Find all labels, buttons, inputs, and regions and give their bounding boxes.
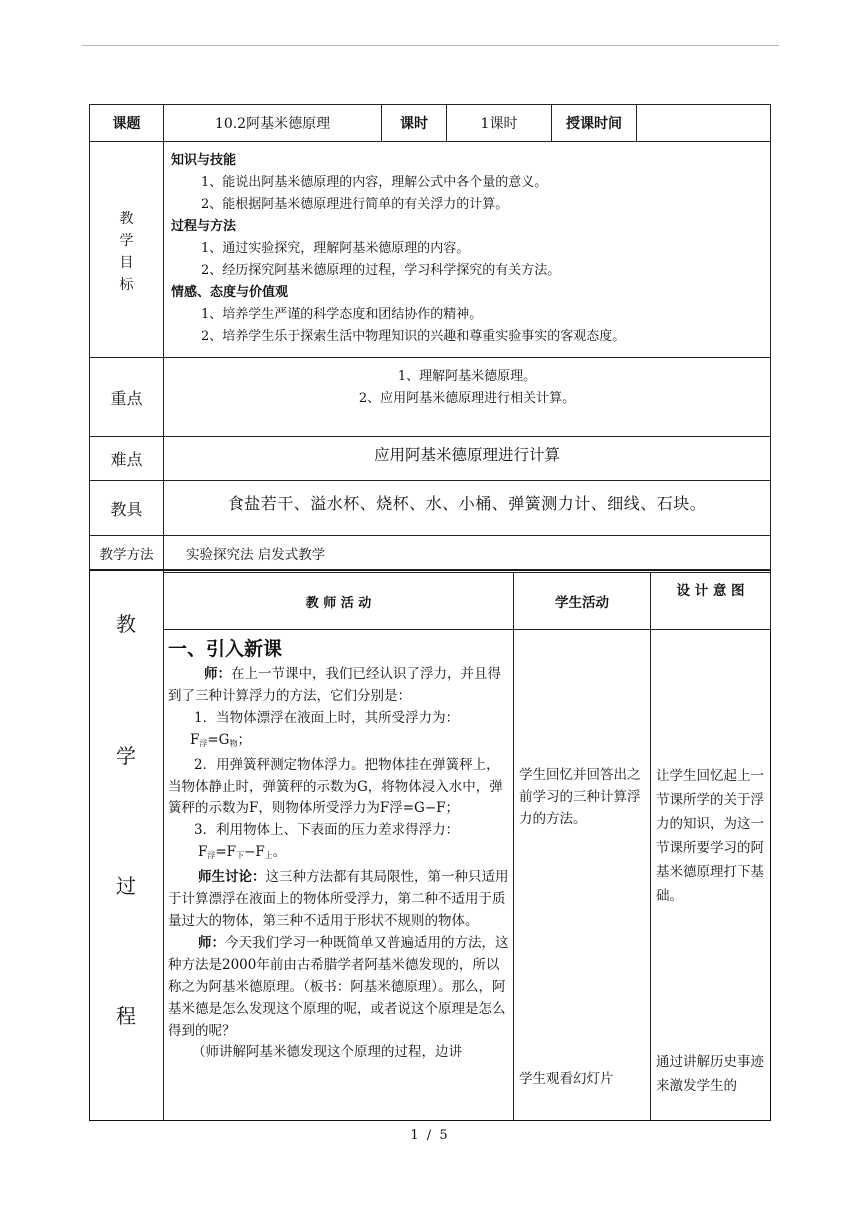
objective-item: 2、培养学生乐于探索生活中物理知识的兴趣和尊重实验事实的客观态度。 bbox=[201, 329, 626, 344]
teacher-paragraph: （师讲解阿基米德发现这个原理的过程，边讲 bbox=[192, 1044, 462, 1061]
method-label: 教学方法 bbox=[89, 535, 164, 570]
topic-label: 课题 bbox=[89, 104, 164, 142]
teacher-paragraph: 师：在上一节课中，我们已经认识了浮力，并且得到了三种计算浮力的方法，它们分别是： bbox=[168, 666, 501, 704]
time-value bbox=[636, 104, 771, 142]
objective-item: 2、经历探究阿基米德原理的过程，学习科学探究的有关方法。 bbox=[201, 263, 561, 278]
key-point-item: 1、理解阿基米德原理。 bbox=[397, 369, 537, 384]
teacher-paragraph: 1．当物体漂浮在液面上时，其所受浮力为： bbox=[194, 709, 460, 726]
teacher-activity-header: 教 师 活 动 bbox=[163, 572, 514, 630]
process-side-char: 程 bbox=[116, 1004, 136, 1028]
teacher-activity-content bbox=[168, 634, 510, 1064]
section-title: 一、引入新课 bbox=[168, 638, 283, 660]
student-note: 学生观看幻灯片 bbox=[519, 1071, 614, 1087]
column-divider bbox=[650, 629, 651, 1121]
teacher-paragraph: 师：今天我们学习一种既简单又普遍适用的方法，这种方法是2000年前由古希腊学者阿基米德发现的，所以称之为阿基米德原理。（板书：阿基米德原理）。那么，阿基米德是怎么发现这个原理的呢，或者说这个原理是怎么得到的呢？ bbox=[168, 934, 509, 1039]
teacher-paragraph: 3．利用物体上、下表面的压力差求得浮力： bbox=[194, 822, 460, 839]
time-label: 授课时间 bbox=[551, 104, 637, 142]
objective-item: 1、通过实验探究，理解阿基米德原理的内容。 bbox=[201, 241, 470, 256]
process-side-char: 过 bbox=[116, 874, 136, 898]
teacher-paragraph: 师生讨论：这三种方法都有其局限性，第一种只适用于计算漂浮在液面上的物体所受浮力，第二种不适用于质量过大的物体，第三种不适用于形状不规则的物体。 bbox=[168, 869, 509, 929]
objective-heading: 情感、态度与价值观 bbox=[171, 285, 289, 300]
key-points-content bbox=[163, 357, 771, 437]
design-note: 让学生回忆起上一节课所学的关于浮力的知识，为这一节课所要学习的阿基米德原理打下基础。 bbox=[656, 768, 764, 904]
header-rule bbox=[82, 45, 779, 46]
objective-item: 1、能说出阿基米德原理的内容，理解公式中各个量的意义。 bbox=[201, 175, 548, 190]
column-divider bbox=[513, 629, 514, 1121]
difficulty-label: 难点 bbox=[89, 436, 164, 481]
difficulty-value: 应用阿基米德原理进行计算 bbox=[163, 436, 771, 481]
objective-heading: 过程与方法 bbox=[171, 219, 237, 234]
design-note: 通过讲解历史事迹来激发学生的 bbox=[656, 1054, 764, 1094]
student-activity-header: 学生活动 bbox=[513, 572, 651, 630]
process-side-char: 学 bbox=[116, 744, 136, 768]
period-value: 1课时 bbox=[446, 104, 552, 142]
process-side-char: 教 bbox=[116, 612, 136, 636]
key-point-item: 2、应用阿基米德原理进行相关计算。 bbox=[358, 391, 576, 406]
period-label: 课时 bbox=[381, 104, 447, 142]
objective-item: 1、培养学生严谨的科学态度和团结协作的精神。 bbox=[201, 307, 483, 322]
equipment-value: 食盐若干、溢水杯、烧杯、水、小桶、弹簧测力计、细线、石块。 bbox=[163, 480, 771, 536]
teacher-paragraph: 2．用弹簧秤测定物体浮力。把物体挂在弹簧秤上，当物体静止时，弹簧秤的示数为G，将物体浸入水中，弹簧秤的示数为F，则物体所受浮力为F浮=G−F； bbox=[168, 756, 503, 817]
method-value: 实验探究法 启发式教学 bbox=[163, 535, 771, 570]
equipment-label: 教具 bbox=[89, 480, 164, 536]
objectives-label-char: 学 bbox=[119, 233, 134, 249]
process-side-label bbox=[89, 570, 164, 1121]
page-number: 1 / 5 bbox=[410, 1128, 450, 1143]
objectives-label-char: 标 bbox=[119, 277, 134, 293]
topic-value: 10.2阿基米德原理 bbox=[163, 104, 382, 142]
objective-heading: 知识与技能 bbox=[171, 153, 237, 168]
formula: $F_浮=F_下-F_上$。 bbox=[198, 844, 287, 861]
objective-item: 2、能根据阿基米德原理进行简单的有关浮力的计算。 bbox=[201, 197, 509, 212]
student-note: 学生回忆并回答出之前学习的三种计算浮力的方法。 bbox=[519, 767, 641, 827]
objectives-label-char: 教 bbox=[119, 211, 134, 227]
formula: $F_浮=G_物$； bbox=[190, 731, 251, 748]
objectives-label-char: 目 bbox=[119, 255, 134, 271]
objectives-content bbox=[163, 141, 771, 358]
design-intent-header: 设 计 意 图 bbox=[650, 572, 771, 630]
key-points-label: 重点 bbox=[89, 357, 164, 437]
objectives-label bbox=[89, 141, 164, 358]
